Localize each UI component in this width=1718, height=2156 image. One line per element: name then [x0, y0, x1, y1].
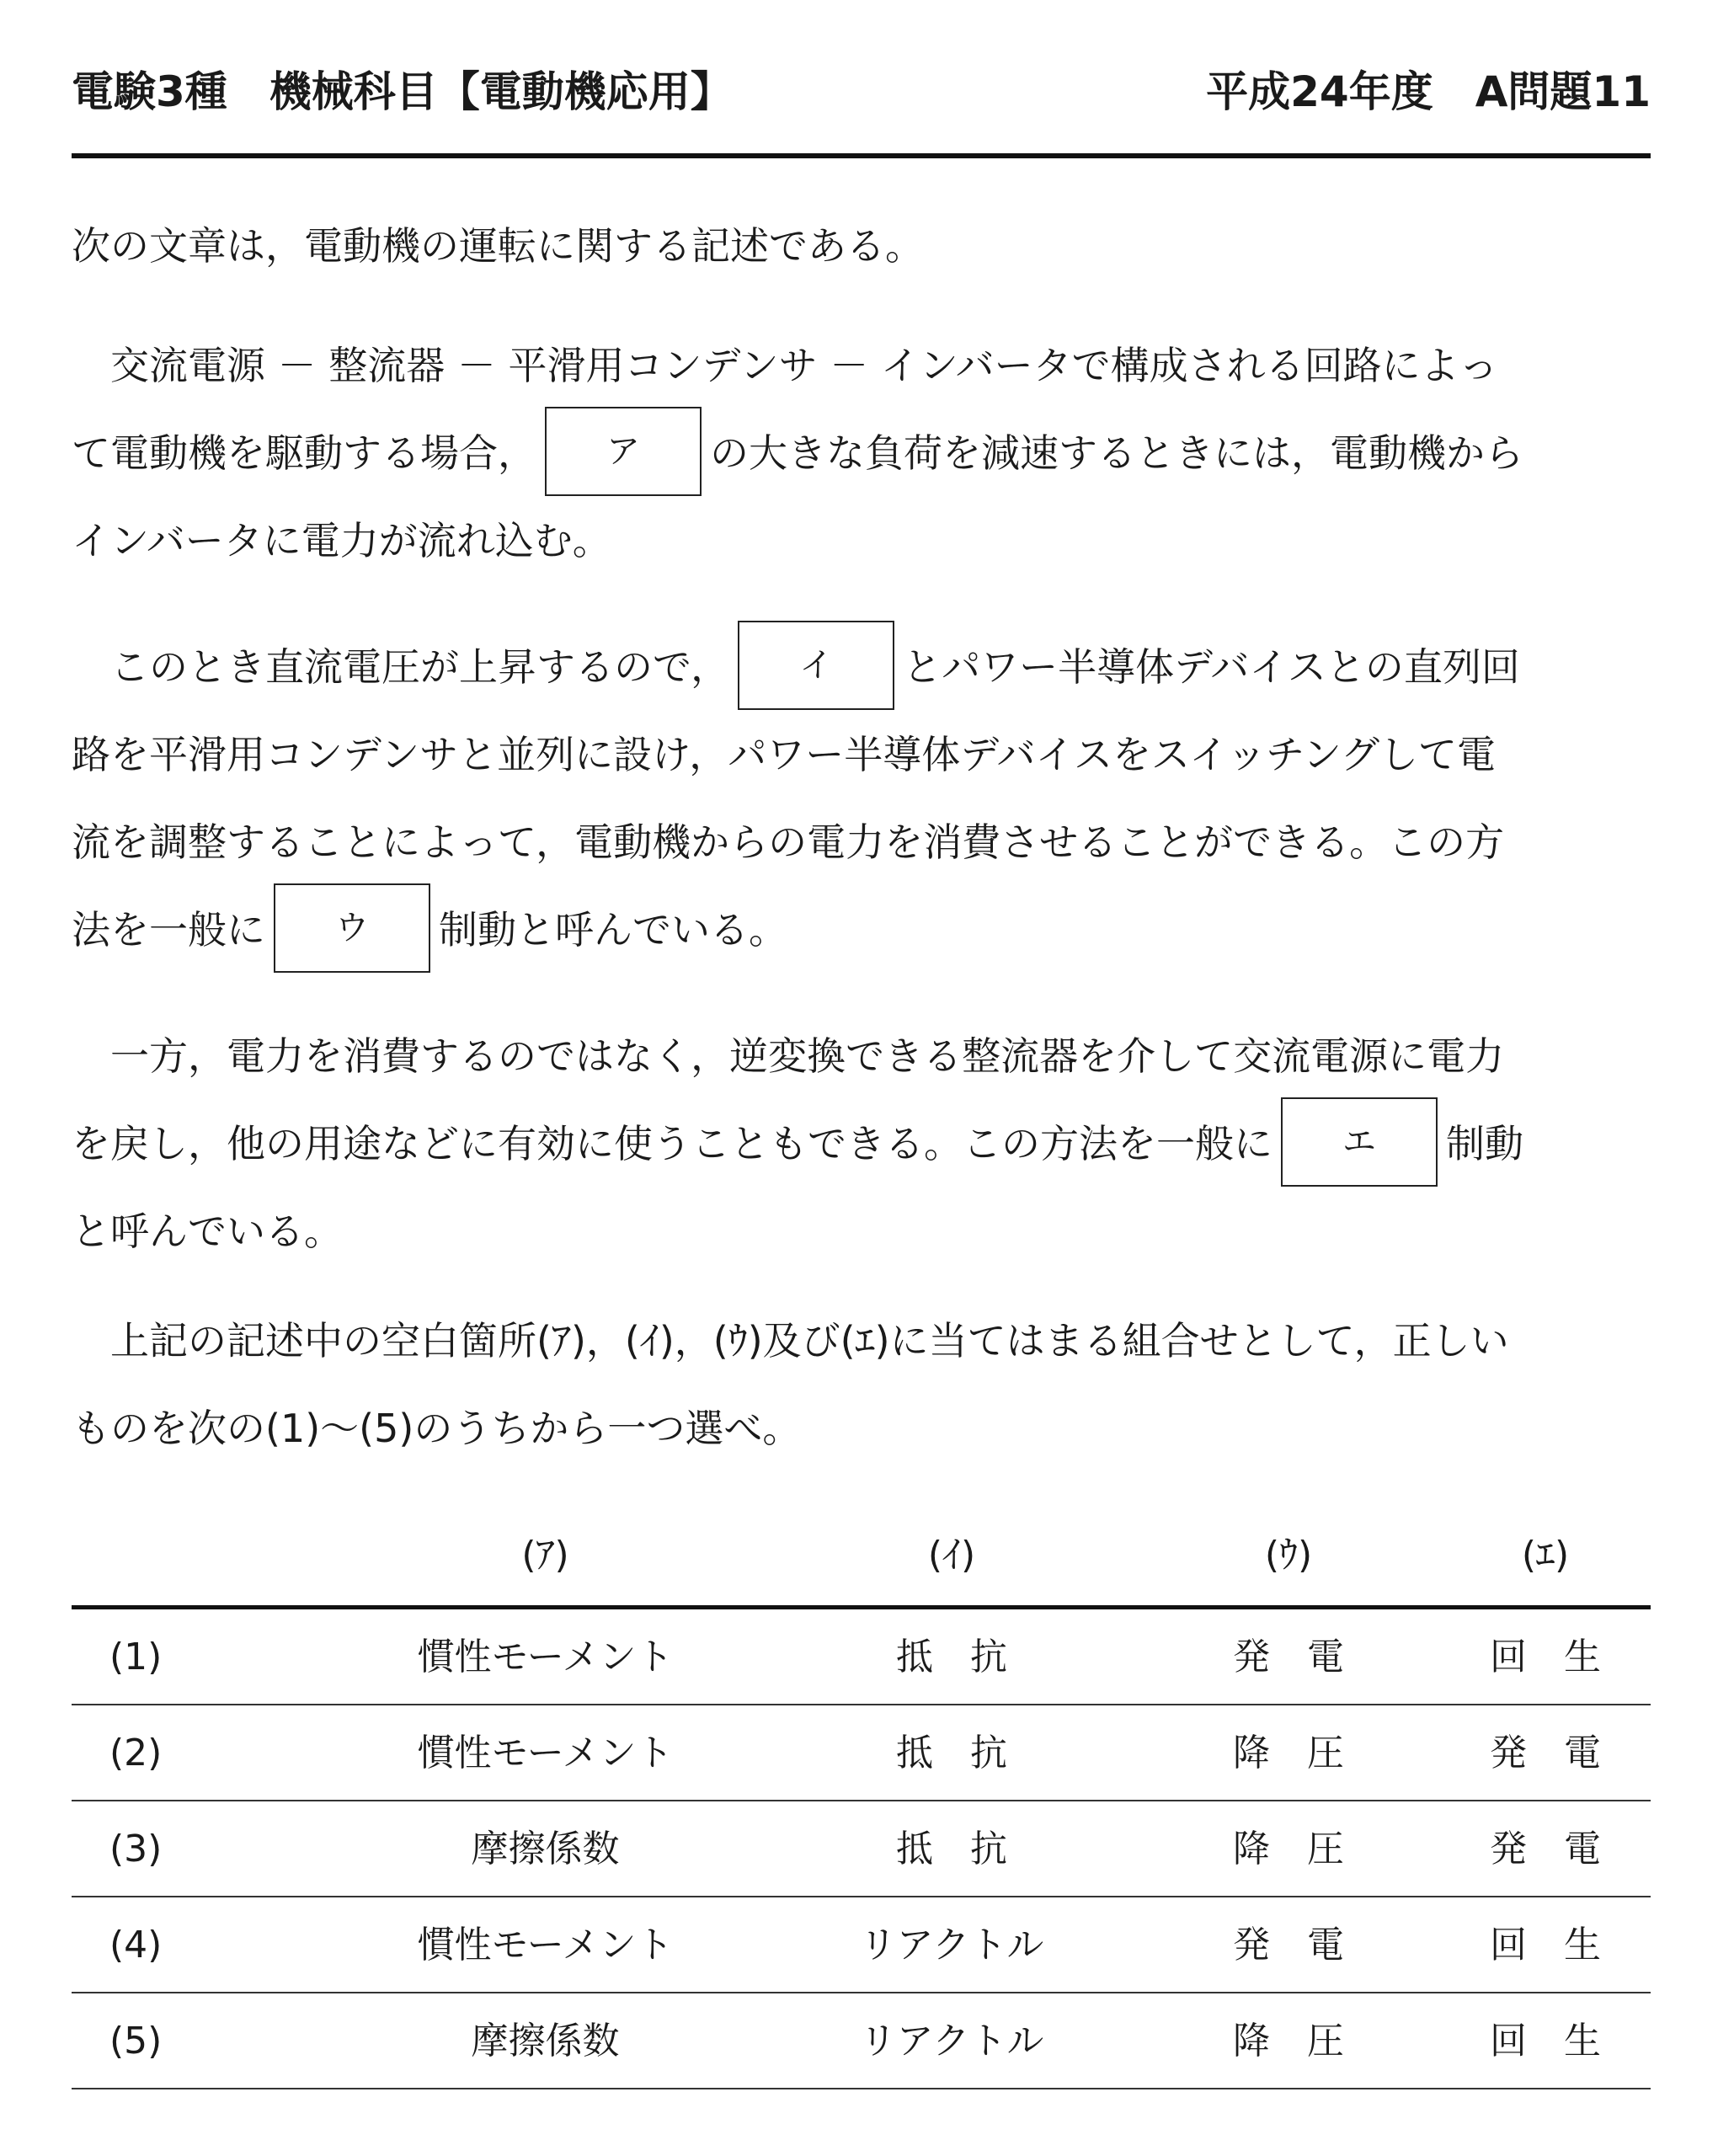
p4-line-2: ものを次の(1)～(5)のうちから一つ選べ。 [72, 1406, 802, 1451]
p2-line-2: 路を平滑用コンデンサと並列に設け，パワー半導体デバイスをスイッチングして電 [72, 732, 1496, 777]
p3-line-2 [72, 1100, 1523, 1187]
cell-a: 慣性モーメント [417, 1924, 674, 1967]
table-row[interactable] [72, 1609, 1651, 1705]
cell-a: 摩擦係数 [471, 1828, 620, 1870]
subject-title: 電験3種 機械科目【電動機応用】 [72, 67, 733, 116]
p3-line-1: 一方，電力を消費するのではなく，逆変換できる整流器を介して交流電源に電力 [72, 1033, 1505, 1079]
cell-u: 降 圧 [1233, 1828, 1344, 1870]
page-header [72, 66, 1651, 118]
cell-i: 抵 抗 [896, 1828, 1007, 1870]
p1-line-1: 交流電源 － 整流器 － 平滑用コンデンサ － インバータで構成される回路によっ [72, 343, 1498, 388]
header-u: (ｳ) [1264, 1534, 1313, 1577]
cell-a: 慣性モーメント [417, 1636, 674, 1678]
p1-line-2-pre: て電動機を駆動する場合， [72, 430, 536, 476]
choice-number: (3) [109, 1828, 163, 1870]
cell-a: 摩擦係数 [471, 2020, 620, 2063]
p2-line-4-pre: 法を一般に [72, 907, 265, 953]
blank-i-box: イ [738, 621, 894, 710]
blank-u-box: ウ [274, 883, 430, 973]
cell-e: 回 生 [1490, 1924, 1601, 1967]
p1-line-2-post: の大きな負荷を減速するときには，電動機から [710, 430, 1523, 476]
p2-line-1 [72, 623, 1520, 711]
p2-line-3: 流を調整することによって，電動機からの電力を消費させることができる。この方 [72, 819, 1505, 865]
choice-number: (4) [109, 1924, 163, 1967]
cell-e: 回 生 [1490, 2020, 1601, 2063]
cell-i: 抵 抗 [896, 1636, 1007, 1678]
p4-line-1: 上記の記述中の空白箇所(ｱ)，(ｲ)，(ｳ)及び(ｴ)に当てはまる組合せとして，正しい [72, 1318, 1509, 1364]
cell-u: 発 電 [1233, 1924, 1344, 1967]
p2-line-4 [72, 886, 787, 974]
cell-u: 発 電 [1233, 1636, 1344, 1678]
p1-line-3: インバータに電力が流れ込む。 [72, 518, 611, 563]
choice-number: (1) [109, 1636, 163, 1678]
cell-u: 降 圧 [1233, 1732, 1344, 1774]
table-row[interactable] [72, 1705, 1651, 1801]
cell-i: 抵 抗 [896, 1732, 1007, 1774]
p3-line-3: と呼んでいる。 [72, 1209, 343, 1254]
header-e: (ｴ) [1521, 1534, 1570, 1577]
exam-id: 平成24年度 A問題11 [1206, 67, 1651, 116]
p3-line-2-pre: を戻し，他の用途などに有効に使うこともできる。この方法を一般に [72, 1121, 1272, 1166]
header-a: (ｱ) [521, 1534, 569, 1577]
choice-number: (5) [109, 2020, 163, 2063]
p1-line-2 [72, 409, 1523, 497]
header-i: (ｲ) [927, 1534, 976, 1577]
cell-e: 回 生 [1490, 1636, 1601, 1678]
p3-line-2-post: 制動 [1446, 1121, 1523, 1166]
cell-e: 発 電 [1490, 1732, 1601, 1774]
p2-line-4-post: 制動と呼んでいる。 [439, 907, 787, 953]
intro-line: 次の文章は，電動機の運転に関する記述である。 [72, 223, 924, 269]
blank-e-box: エ [1281, 1097, 1438, 1187]
p2-line-1-post: とパワー半導体デバイスとの直列回 [903, 644, 1520, 690]
cell-u: 降 圧 [1233, 2020, 1344, 2063]
choice-number: (2) [109, 1732, 163, 1774]
table-row[interactable] [72, 1801, 1651, 1897]
p2-line-1-pre: このとき直流電圧が上昇するので， [72, 644, 730, 690]
cell-i: リアクトル [859, 2020, 1044, 2063]
table-header [72, 1508, 1651, 1609]
blank-a-box: ア [545, 407, 702, 496]
header-divider [72, 153, 1651, 158]
table-row[interactable] [72, 1993, 1651, 2089]
cell-a: 慣性モーメント [417, 1732, 674, 1774]
table-row[interactable] [72, 1897, 1651, 1993]
cell-e: 発 電 [1490, 1828, 1601, 1870]
cell-i: リアクトル [859, 1924, 1044, 1967]
